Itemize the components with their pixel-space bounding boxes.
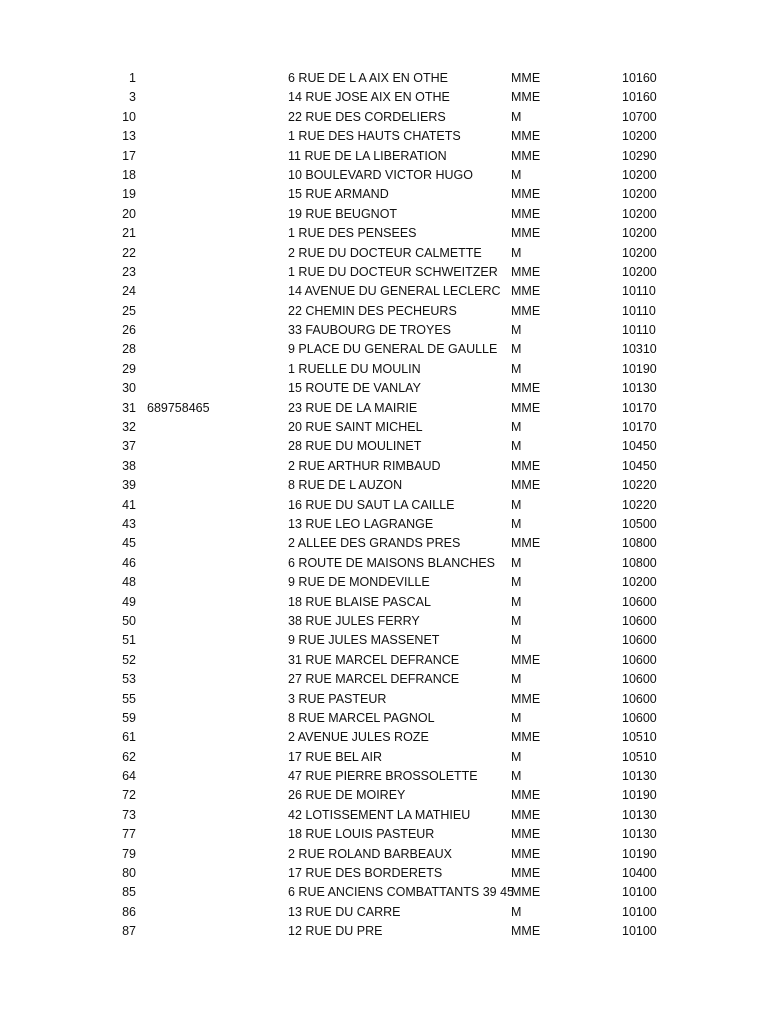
postal-code-cell: 10200: [622, 129, 657, 144]
address-cell: 31 RUE MARCEL DEFRANCE: [288, 652, 460, 667]
civility-cell: MME: [511, 691, 541, 706]
row-number-cell: 17: [122, 148, 136, 163]
row-number-cell: 62: [122, 749, 136, 764]
address-cell: 9 RUE JULES MASSENET: [288, 633, 440, 648]
address-cell: 14 AVENUE DU GENERAL LECLERC: [288, 284, 501, 299]
postal-code-cell: 10190: [622, 788, 657, 803]
table-row: [0, 340, 768, 359]
postal-code-cell: 10200: [622, 226, 657, 241]
table-row: [0, 147, 768, 166]
postal-code-cell: 10110: [622, 303, 656, 318]
address-cell: 11 RUE DE LA LIBERATION: [288, 148, 447, 163]
postal-code-cell: 10110: [622, 284, 656, 299]
row-number-cell: 64: [122, 769, 136, 784]
table-row: [0, 767, 768, 786]
civility-cell: MME: [511, 226, 541, 241]
row-number-cell: 86: [122, 904, 136, 919]
row-number-cell: 31: [122, 400, 136, 415]
row-number-cell: 29: [122, 361, 136, 376]
postal-code-cell: 10220: [622, 497, 657, 512]
table-row: [0, 244, 768, 263]
table-row: [0, 457, 768, 476]
postal-code-cell: 10220: [622, 478, 657, 493]
address-cell: 17 RUE BEL AIR: [288, 749, 383, 764]
address-cell: 28 RUE DU MOULINET: [288, 439, 422, 454]
row-number-cell: 72: [122, 788, 136, 803]
civility-cell: MME: [511, 90, 541, 105]
row-number-cell: 79: [122, 846, 136, 861]
address-cell: 9 RUE DE MONDEVILLE: [288, 575, 430, 590]
table-row: [0, 205, 768, 224]
postal-code-cell: 10450: [622, 458, 657, 473]
address-cell: 18 RUE BLAISE PASCAL: [288, 594, 431, 609]
postal-code-cell: 10200: [622, 206, 657, 221]
table-row: [0, 651, 768, 670]
table-row: [0, 903, 768, 922]
postal-code-cell: 10700: [622, 109, 657, 124]
civility-cell: M: [511, 497, 522, 512]
postal-code-cell: 10600: [622, 710, 657, 725]
table-row: [0, 496, 768, 515]
postal-code-cell: 10110: [622, 323, 656, 338]
civility-cell: M: [511, 769, 522, 784]
civility-cell: MME: [511, 788, 541, 803]
civility-cell: MME: [511, 187, 541, 202]
row-number-cell: 19: [122, 187, 136, 202]
table-row: [0, 554, 768, 573]
table-row: [0, 631, 768, 650]
address-cell: 6 RUE DE L A AIX EN OTHE: [288, 71, 449, 85]
row-number-cell: 77: [122, 827, 136, 842]
civility-cell: M: [511, 342, 522, 357]
row-number-cell: 13: [122, 129, 136, 144]
row-number-cell: 39: [122, 478, 136, 493]
row-number-cell: 25: [122, 303, 136, 318]
civility-cell: M: [511, 594, 522, 609]
address-cell: 1 RUE DU DOCTEUR SCHWEITZER: [288, 264, 498, 279]
civility-cell: MME: [511, 71, 541, 85]
civility-cell: MME: [511, 730, 541, 745]
civility-cell: M: [511, 323, 522, 338]
table-row: [0, 922, 768, 941]
civility-cell: M: [511, 167, 522, 182]
civility-cell: M: [511, 420, 522, 435]
civility-cell: MME: [511, 652, 541, 667]
civility-cell: MME: [511, 206, 541, 221]
postal-code-cell: 10200: [622, 167, 657, 182]
address-cell: 14 RUE JOSE AIX EN OTHE: [288, 90, 450, 105]
civility-cell: M: [511, 613, 522, 628]
row-number-cell: 49: [122, 594, 136, 609]
address-cell: 19 RUE BEUGNOT: [288, 206, 398, 221]
civility-cell: MME: [511, 400, 541, 415]
civility-cell: M: [511, 672, 522, 687]
postal-code-cell: 10400: [622, 866, 657, 881]
table-row: [0, 709, 768, 728]
row-number-cell: 61: [122, 730, 136, 745]
civility-cell: M: [511, 516, 522, 531]
civility-cell: M: [511, 555, 522, 570]
row-number-cell: 51: [122, 633, 136, 648]
table-row: [0, 185, 768, 204]
civility-cell: MME: [511, 284, 541, 299]
row-number-cell: 38: [122, 458, 136, 473]
row-number-cell: 21: [122, 226, 136, 241]
table-row: [0, 127, 768, 146]
row-number-cell: 45: [122, 536, 136, 551]
postal-code-cell: 10200: [622, 575, 657, 590]
address-cell: 47 RUE PIERRE BROSSOLETTE: [288, 769, 478, 784]
civility-cell: M: [511, 361, 522, 376]
row-number-cell: 46: [122, 555, 136, 570]
address-cell: 6 RUE ANCIENS COMBATTANTS 39 45: [288, 885, 514, 900]
phone-cell: 689758465: [147, 400, 210, 415]
table-row: [0, 321, 768, 340]
postal-code-cell: 10170: [622, 400, 657, 415]
row-number-cell: 30: [122, 381, 136, 396]
table-row: [0, 263, 768, 282]
row-number-cell: 53: [122, 672, 136, 687]
postal-code-cell: 10190: [622, 846, 657, 861]
postal-code-cell: 10600: [622, 691, 657, 706]
postal-code-cell: 10200: [622, 187, 657, 202]
table-row: [0, 573, 768, 592]
table-row: [0, 612, 768, 631]
row-number-cell: 55: [122, 691, 136, 706]
table-row: [0, 224, 768, 243]
civility-cell: M: [511, 633, 522, 648]
table-row: [0, 825, 768, 844]
civility-cell: MME: [511, 846, 541, 861]
row-number-cell: 26: [122, 323, 136, 338]
table-row: [0, 379, 768, 398]
postal-code-cell: 10200: [622, 245, 657, 260]
civility-cell: M: [511, 710, 522, 725]
row-number-cell: 22: [122, 245, 136, 260]
civility-cell: M: [511, 749, 522, 764]
row-number-cell: 73: [122, 807, 136, 822]
row-number-cell: 28: [122, 342, 136, 357]
postal-code-cell: 10160: [622, 90, 657, 105]
address-cell: 16 RUE DU SAUT LA CAILLE: [288, 497, 455, 512]
civility-cell: M: [511, 245, 522, 260]
row-number-cell: 43: [122, 516, 136, 531]
address-cell: 27 RUE MARCEL DEFRANCE: [288, 672, 460, 687]
row-number-cell: 80: [122, 866, 136, 881]
address-cell: 2 RUE ROLAND BARBEAUX: [288, 846, 452, 861]
civility-cell: MME: [511, 827, 541, 842]
civility-cell: M: [511, 575, 522, 590]
postal-code-cell: 10450: [622, 439, 657, 454]
table-row: [0, 360, 768, 379]
postal-code-cell: 10170: [622, 420, 657, 435]
row-number-cell: 87: [122, 924, 136, 939]
row-number-cell: 37: [122, 439, 136, 454]
civility-cell: MME: [511, 536, 541, 551]
address-cell: 26 RUE DE MOIREY: [288, 788, 406, 803]
table-row: [0, 670, 768, 689]
table-row: [0, 515, 768, 534]
table-row: [0, 282, 768, 301]
civility-cell: MME: [511, 478, 541, 493]
row-number-cell: 32: [122, 420, 136, 435]
address-cell: 20 RUE SAINT MICHEL: [288, 420, 423, 435]
postal-code-cell: 10290: [622, 148, 657, 163]
address-cell: 1 RUE DES HAUTS CHATETS: [288, 129, 461, 144]
address-cell: 2 RUE DU DOCTEUR CALMETTE: [288, 245, 482, 260]
table-row: [0, 748, 768, 767]
row-number-cell: 41: [122, 497, 136, 512]
postal-code-cell: 10160: [622, 71, 657, 85]
address-cell: 22 CHEMIN DES PECHEURS: [288, 303, 457, 318]
address-cell: 18 RUE LOUIS PASTEUR: [288, 827, 435, 842]
address-cell: 2 ALLEE DES GRANDS PRES: [288, 536, 461, 551]
address-cell: 42 LOTISSEMENT LA MATHIEU: [288, 807, 471, 822]
table-row: [0, 476, 768, 495]
address-cell: 17 RUE DES BORDERETS: [288, 866, 443, 881]
row-number-cell: 23: [122, 264, 136, 279]
row-number-cell: 85: [122, 885, 136, 900]
postal-code-cell: 10100: [622, 924, 657, 939]
address-cell: 1 RUE DES PENSEES: [288, 226, 417, 241]
civility-cell: MME: [511, 264, 541, 279]
table-row: [0, 69, 768, 88]
table-row: [0, 728, 768, 747]
row-number-cell: 3: [129, 90, 136, 105]
postal-code-cell: 10130: [622, 769, 657, 784]
address-cell: 13 RUE LEO LAGRANGE: [288, 516, 434, 531]
address-cell: 9 PLACE DU GENERAL DE GAULLE: [288, 342, 498, 357]
postal-code-cell: 10130: [622, 381, 657, 396]
postal-code-cell: 10800: [622, 555, 657, 570]
postal-code-cell: 10310: [622, 342, 657, 357]
postal-code-cell: 10500: [622, 516, 657, 531]
civility-cell: MME: [511, 458, 541, 473]
table-row: [0, 302, 768, 321]
row-number-cell: 18: [122, 167, 136, 182]
civility-cell: MME: [511, 381, 541, 396]
table-row: [0, 166, 768, 185]
table-row: [0, 864, 768, 883]
postal-code-cell: 10100: [622, 904, 657, 919]
postal-code-cell: 10510: [622, 730, 657, 745]
civility-cell: MME: [511, 924, 541, 939]
postal-code-cell: 10200: [622, 264, 657, 279]
civility-cell: MME: [511, 148, 541, 163]
postal-code-cell: 10800: [622, 536, 657, 551]
row-number-cell: 48: [122, 575, 136, 590]
row-number-cell: 24: [122, 284, 136, 299]
table-row: [0, 690, 768, 709]
address-cell: 22 RUE DES CORDELIERS: [288, 109, 446, 124]
civility-cell: MME: [511, 885, 541, 900]
table-row: [0, 883, 768, 902]
civility-cell: MME: [511, 303, 541, 318]
address-cell: 6 ROUTE DE MAISONS BLANCHES: [288, 555, 495, 570]
postal-code-cell: 10600: [622, 672, 657, 687]
row-number-cell: 52: [122, 652, 136, 667]
civility-cell: MME: [511, 129, 541, 144]
address-cell: 38 RUE JULES FERRY: [288, 613, 420, 628]
postal-code-cell: 10600: [622, 594, 657, 609]
data-table: [0, 69, 768, 942]
row-number-cell: 59: [122, 710, 136, 725]
postal-code-cell: 10600: [622, 633, 657, 648]
civility-cell: M: [511, 439, 522, 454]
table-row: [0, 418, 768, 437]
postal-code-cell: 10190: [622, 361, 657, 376]
postal-code-cell: 10510: [622, 749, 657, 764]
address-cell: 15 RUE ARMAND: [288, 187, 389, 202]
civility-cell: M: [511, 904, 522, 919]
row-number-cell: 10: [122, 109, 136, 124]
address-cell: 33 FAUBOURG DE TROYES: [288, 323, 452, 338]
address-cell: 23 RUE DE LA MAIRIE: [288, 400, 418, 415]
address-cell: 3 RUE PASTEUR: [288, 691, 387, 706]
civility-cell: MME: [511, 866, 541, 881]
address-cell: 8 RUE DE L AUZON: [288, 478, 403, 493]
table-row: [0, 845, 768, 864]
postal-code-cell: 10130: [622, 807, 657, 822]
address-cell: 15 ROUTE DE VANLAY: [288, 381, 421, 396]
address-cell: 13 RUE DU CARRE: [288, 904, 401, 919]
address-cell: 2 AVENUE JULES ROZE: [288, 730, 429, 745]
civility-cell: M: [511, 109, 522, 124]
table-row: [0, 786, 768, 805]
postal-code-cell: 10100: [622, 885, 657, 900]
table-row: [0, 108, 768, 127]
row-number-cell: 20: [122, 206, 136, 221]
postal-code-cell: 10600: [622, 652, 657, 667]
address-cell: 10 BOULEVARD VICTOR HUGO: [288, 167, 473, 182]
row-number-cell: 50: [122, 613, 136, 628]
table-row: [0, 593, 768, 612]
address-cell: 12 RUE DU PRE: [288, 924, 383, 939]
table-row: [0, 437, 768, 456]
postal-code-cell: 10130: [622, 827, 657, 842]
postal-code-cell: 10600: [622, 613, 657, 628]
row-number-cell: 1: [129, 71, 136, 85]
civility-cell: MME: [511, 807, 541, 822]
address-cell: 1 RUELLE DU MOULIN: [288, 361, 421, 376]
address-cell: 8 RUE MARCEL PAGNOL: [288, 710, 435, 725]
table-row: [0, 534, 768, 553]
address-cell: 2 RUE ARTHUR RIMBAUD: [288, 458, 441, 473]
table-row: [0, 399, 768, 418]
table-row: [0, 806, 768, 825]
table-row: [0, 88, 768, 107]
